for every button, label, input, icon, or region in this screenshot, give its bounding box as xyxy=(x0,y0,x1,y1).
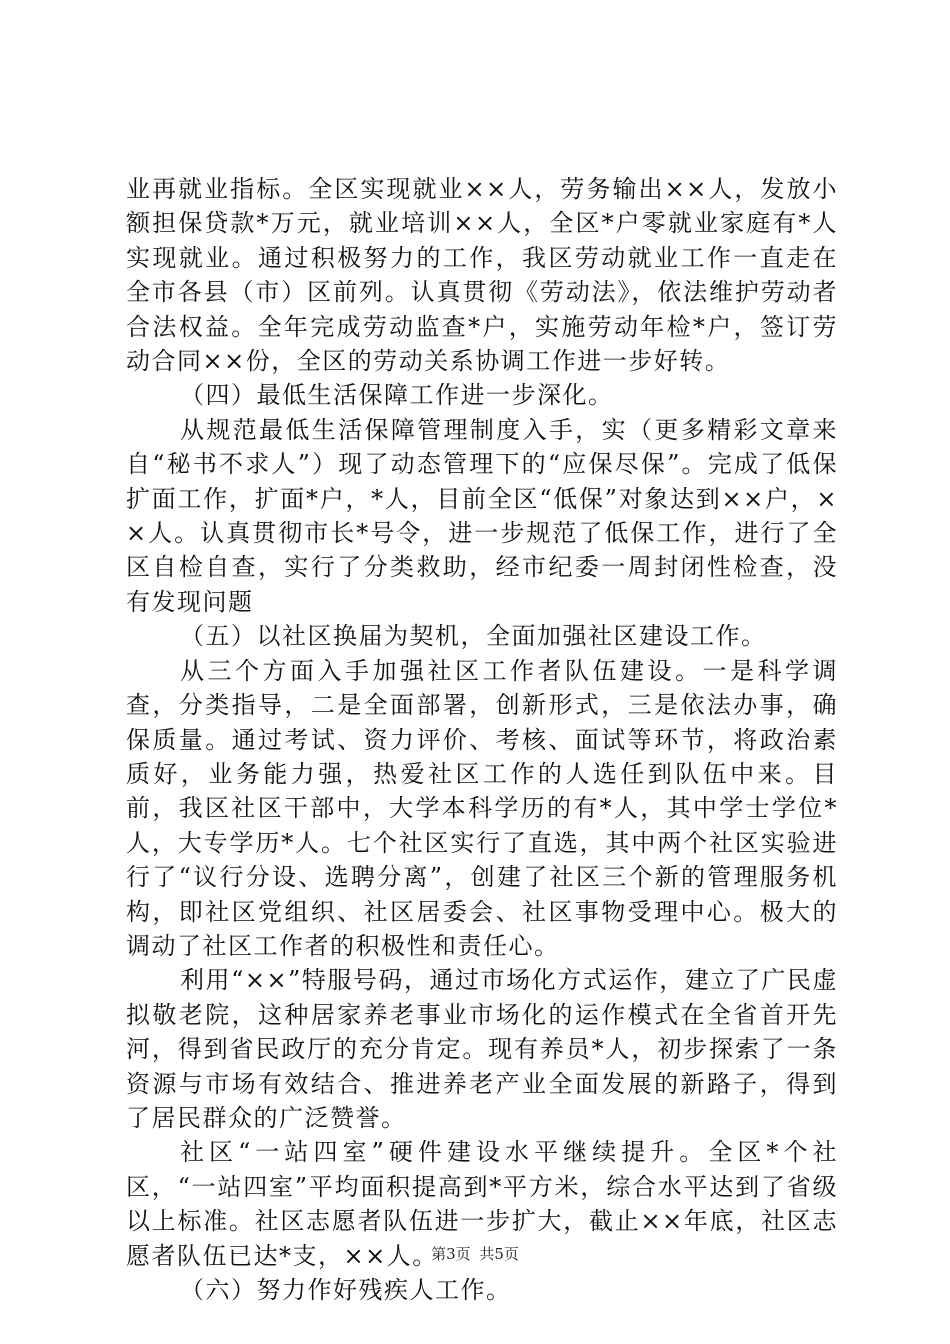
heading-section-4: （四）最低生活保障工作进一步深化。 xyxy=(180,381,614,410)
page-number: 第3页 xyxy=(431,1245,471,1263)
paragraph-community-facilities: 社区“一站四室”硬件建设水平继续提升。全区*个社区，“一站四室”平均面积提高到*平方米，综合水平达到了省级以上标准。社区志愿者队伍进一步扩大，截止××年底，社区志愿者队伍已达*支，××人。 xyxy=(126,1138,838,1270)
page-footer xyxy=(0,1244,950,1264)
heading-section-6: （六）努力作好残疾人工作。 xyxy=(180,1276,512,1304)
paragraph-community-workers: 从三个方面入手加强社区工作者队伍建设。一是科学调查，分类指导，二是全面部署，创新形式，三是依法办事，确保质量。通过考试、资力评价、考核、面试等环节，将政治素质好，业务能力强，热爱社区工作的人选任到队伍中来。目前，我区社区干部中，大学本科学历的有*人，其中学士学位*人，大专学历*人。七个社区实行了直选，其中两个社区实验进行了“议行分设、选聘分离”，创建了社区三个新的管理服务机构，即社区党组织、社区居委会、社区事物受理中心。极大的调动了社区工作者的积极性和责任心。 xyxy=(126,656,838,960)
heading-section-5: （五）以社区换届为契机，全面加强社区建设工作。 xyxy=(180,622,767,651)
page-total: 共5页 xyxy=(479,1245,519,1263)
paragraph-employment: 业再就业指标。全区实现就业××人，劳务输出××人，发放小额担保贷款*万元，就业培训××人，全区*户零就业家庭有*人实现就业。通过积极努力的工作，我区劳动就业工作一直走在全市各县（市）区前列。认真贯彻《劳动法》，依法维护劳动者合法权益。全年完成劳动监查*户，实施劳动年检*户，签订劳动合同××份，全区的劳动关系协调工作进一步好转。 xyxy=(126,175,838,376)
paragraph-minimum-living-security: 从规范最低生活保障管理制度入手，实（更多精彩文章来自“秘书不求人”）现了动态管理下的“应保尽保”。完成了低保扩面工作，扩面*户，*人，目前全区“低保”对象达到××户，××人。认真贯彻市长*号令，进一步规范了低保工作，进行了全区自检自查，实行了分类救助，经市纪委一周封闭性检查，没有发现问题 xyxy=(126,415,838,616)
document-body xyxy=(126,172,838,1307)
paragraph-virtual-nursing-home: 利用“××”特服号码，通过市场化方式运作，建立了广民虚拟敬老院，这种居家养老事业市场化的运作模式在全省首开先河，得到省民政厅的充分肯定。现有养员*人，初步探索了一条资源与市场有效结合、推进养老产业全面发展的新路子，得到了居民群众的广泛赞誉。 xyxy=(126,966,838,1132)
